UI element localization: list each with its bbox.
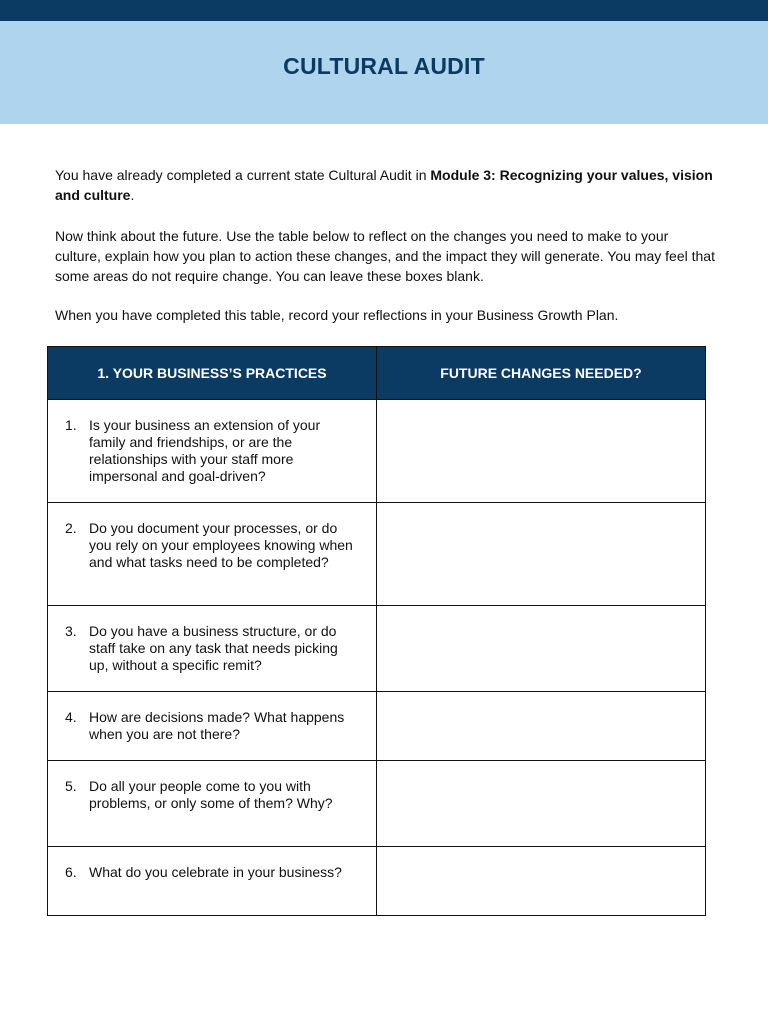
question-text: What do you celebrate in your business? [89, 864, 342, 880]
intro-paragraph-1 [55, 165, 715, 205]
question-number: 2. [65, 520, 77, 536]
question-number: 5. [65, 778, 77, 794]
question-number: 6. [65, 864, 77, 880]
intro-text: You have already completed a current state Cultural Audit in [55, 167, 431, 183]
question-text: How are decisions made? What happens when you are not there? [89, 709, 345, 742]
question-cell [48, 606, 377, 692]
answer-cell[interactable] [377, 503, 706, 606]
question-cell [48, 400, 377, 503]
question-cell [48, 692, 377, 761]
intro-paragraph-3: When you have completed this table, record your reflections in your Business Growth Plan. [55, 307, 619, 323]
answer-cell[interactable] [377, 400, 706, 503]
question-text: Do you have a business structure, or do staff take on any task that needs picking up, without a specific remit? [89, 623, 338, 673]
question-number: 1. [65, 417, 77, 433]
table-row [48, 847, 706, 916]
table-row [48, 692, 706, 761]
table-header-row [48, 347, 706, 400]
module-reference: Module 3: Recognizing your values, vision and culture [55, 167, 713, 203]
question-text: Do you document your processes, or do you rely on your employees knowing when and what tasks need to be completed? [89, 520, 353, 570]
header-top-stripe [0, 0, 768, 21]
table-row [48, 503, 706, 606]
column-header-changes: FUTURE CHANGES NEEDED? [377, 347, 706, 400]
question-cell [48, 761, 377, 847]
answer-cell[interactable] [377, 761, 706, 847]
question-text: Do all your people come to you with problems, or only some of them? Why? [89, 778, 333, 811]
table-row [48, 761, 706, 847]
table-row [48, 606, 706, 692]
column-header-practices: 1. YOUR BUSINESS’S PRACTICES [48, 347, 377, 400]
answer-cell[interactable] [377, 606, 706, 692]
audit-table [47, 346, 706, 916]
question-cell [48, 503, 377, 606]
page-title: CULTURAL AUDIT [283, 53, 485, 79]
question-number: 3. [65, 623, 77, 639]
question-number: 4. [65, 709, 77, 725]
table-row [48, 400, 706, 503]
intro-text-end: . [130, 187, 135, 203]
question-text: Is your business an extension of your family and friendships, or are the relationships with your staff more impersonal and goal-driven? [89, 417, 321, 484]
question-cell [48, 847, 377, 916]
answer-cell[interactable] [377, 692, 706, 761]
answer-cell[interactable] [377, 847, 706, 916]
intro-paragraph-2: Now think about the future. Use the table below to reflect on the changes you need to make to your culture, explain how you plan to action these changes, and the impact they will generate. You may feel that some areas do not require change. You can leave these boxes blank. [55, 228, 715, 284]
